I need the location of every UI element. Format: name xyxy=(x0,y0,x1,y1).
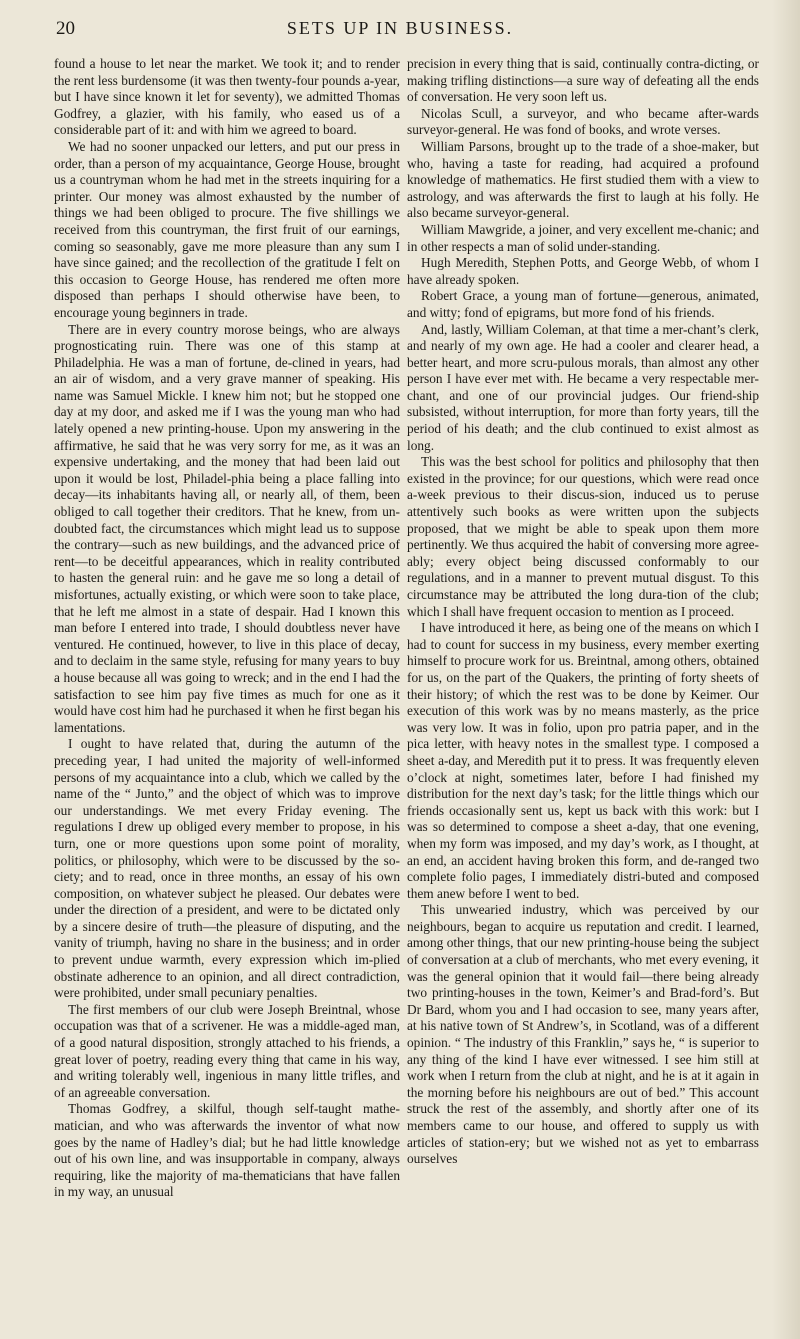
left-column xyxy=(54,56,400,1201)
paragraph: And, lastly, William Coleman, at that time a mer-chant’s clerk, and nearly of my own age. He had a cooler and clearer head, a better heart, and more scru-pulous morals, than almost any other person I have ever met with. He became a very respectable mer-chant, and one of our provincial judges. Our friend-ship subsisted, without interruption, for more than forty years, till the period of his death; and the club continued to exist almost as long. xyxy=(407,321,759,453)
page-edge-shadow xyxy=(772,0,800,1339)
paragraph: precision in every thing that is said, continually contra-dicting, or making trifling distinctions—a sure way of defeating all the ends of conversation. He very soon left us. xyxy=(407,56,759,105)
paragraph: William Parsons, brought up to the trade of a shoe-maker, but who, having a taste for reading, had acquired a profound knowledge of mathematics. He first studied them with a view to astrology, and was afterwards the first to laugh at his folly. He also became surveyor-general. xyxy=(407,138,759,221)
paragraph: I have introduced it here, as being one of the means on which I had to count for success in my business, every member exerting himself to procure work for us. Breintnal, among others, obtained for us, on the part of the Quakers, the printing of forty sheets of their history; of which the rest was to be done by Keimer. Our execution of this work was by no means masterly, as the price was very low. It was in folio, upon pro patria paper, and in the pica letter, with heavy notes in the smallest type. I composed a sheet a-day, and Meredith put it to press. It was frequently eleven o’clock at night, sometimes later, before I had finished my distribution for the next day’s task; for the little things which our friends occasionally sent us, kept us back with this work: but I was so determined to compose a sheet a-day, that one evening, when my form was imposed, and my day’s work, as I thought, at an end, an accident having broken this form, and de-ranged two complete folio pages, I immediately distri-buted and composed them anew before I went to bed. xyxy=(407,620,759,901)
paragraph: I ought to have related that, during the autumn of the preceding year, I had united the majority of well-informed persons of my acquaintance into a club, which we called by the name of the “ Junto,” and the object of which was to improve our understandings. We met every Friday evening. The regulations I drew up obliged every member to propose, in his turn, one or more questions upon some point of morality, politics, or philosophy, which were to be discussed by the so-ciety; and to read, once in three months, an essay of his own composition, on whatever subject he pleased. Our debates were under the direction of a president, and were to be dictated only by a sincere desire of truth—the pleasure of disputing, and the vanity of triumph, having no share in the business; and in order to prevent undue warmth, every expression which im-plied obstinate adherence to an opinion, and all direct contradiction, were prohibited, under small pecuniary penalties. xyxy=(54,736,400,1001)
paragraph: There are in every country morose beings, who are always prognosticating ruin. There was one of this stamp at Philadelphia. He was a man of fortune, de-clined in years, had an air of wisdom, and a very grave manner of speaking. His name was Samuel Mickle. I knew him not; but he stopped one day at my door, and asked me if I was the young man who had lately opened a new printing-house. Upon my answering in the affirmative, he said that he was very sorry for me, as it was an expensive undertaking, and the money that had been laid out upon it would be lost, Philadel-phia being a place falling into decay—its inhabitants having all, or nearly all, of them, been obliged to call together their creditors. That he knew, from un-doubted fact, the circumstances which might lead us to suppose the contrary—such as new buildings, and the advanced price of rent—to be deceitful appearances, which in reality contributed to hasten the general ruin: and he gave me so long a detail of misfortunes, actually existing, or which were soon to take place, that he left me almost in a state of despair. Had I known this man before I entered into trade, I should doubtless never have ventured. He continued, however, to live in this place of decay, and to declaim in the same style, refusing for many years to buy a house because all was going to wreck; and in the end I had the satisfaction to see him pay five times as much for one as it would have cost him had he purchased it when he first began his lamentations. xyxy=(54,321,400,735)
page-header xyxy=(14,12,786,42)
running-title: SETS UP IN BUSINESS. xyxy=(286,18,514,38)
paragraph: William Mawgride, a joiner, and very excellent me-chanic; and in other respects a man of solid under-standing. xyxy=(407,221,759,254)
paragraph: found a house to let near the market. We took it; and to render the rent less burdensome (it was then twenty-four pounds a-year, but I have since known it let for seventy), we admitted Thomas Godfrey, a glazier, with his family, who eased us of a considerable part of it: and with him we agreed to board. xyxy=(54,56,400,138)
paragraph: Hugh Meredith, Stephen Potts, and George Webb, of whom I have already spoken. xyxy=(407,255,759,287)
paragraph: We had no sooner unpacked our letters, and put our press in order, than a person of my acquaintance, George House, brought us a countryman whom he had met in the streets inquiring for a printer. Our money was almost exhausted by the number of things we had been obliged to procure. The five shillings we received from this countryman, the first fruit of our earnings, coming so seasonably, gave me more pleasure than any sum I have since gained; and the recollection of the gratitude I felt on this occasion to George House, has rendered me often more disposed than perhaps I should otherwise have been, to encourage young beginners in trade. xyxy=(54,138,400,320)
paragraph: This unwearied industry, which was perceived by our neighbours, began to acquire us reputation and credit. I learned, among other things, that our new printing-house being the subject of conversation at a club of merchants, who met every evening, it was the general opinion that it would fail—there being already two printing-houses in the town, Keimer’s and Brad-ford’s. But Dr Bard, whom you and I had occasion to see, many years after, at his native town of St Andrew’s, in Scotland, was of a different opinion. “ The industry of this Franklin,” says he, “ is superior to any thing of the kind I have ever witnessed. I see him still at work when I return from the club at night, and he is at it again in the morning before his neighbours are out of bed.” This account struck the rest of the assembly, and shortly after one of its members came to our house, and offered to supply us with articles of station-ery; but we wished not as yet to embarrass ourselves xyxy=(407,902,759,1167)
paragraph: The first members of our club were Joseph Breintnal, whose occupation was that of a scrivener. He was a middle-aged man, of a good natural disposition, strongly attached to his friends, a great lover of poetry, reading every thing that came in his way, and writing tolerably well, ingenious in many little trifles, and of an agreeable conversation. xyxy=(54,1001,400,1100)
right-column xyxy=(407,56,759,1168)
paragraph: Nicolas Scull, a surveyor, and who became after-wards surveyor-general. He was fond of books, and wrote verses. xyxy=(407,105,759,138)
paragraph: This was the best school for politics and philosophy that then existed in the province; for our questions, which were read once a-week previous to their discus-sion, induced us to peruse attentively such books as were written upon the subjects proposed, that we might be able to speak upon them more pertinently. We thus acquired the habit of conversing more agree-ably; every object being discussed conformably to our regulations, and in a manner to prevent mutual disgust. To this circumstance may be attributed the long dura-tion of the club; which I shall have frequent occasion to mention as I proceed. xyxy=(407,454,759,619)
page-number: 20 xyxy=(56,18,75,39)
paragraph: Robert Grace, a young man of fortune—generous, animated, and witty; fond of epigrams, but more fond of his friends. xyxy=(407,288,759,320)
paragraph: Thomas Godfrey, a skilful, though self-taught mathe-matician, and who was afterwards the inventor of what now goes by the name of Hadley’s dial; but he had little knowledge out of his own line, and was insupportable in company, always requiring, like the majority of ma-thematicians that have fallen in my way, an unusual xyxy=(54,1101,400,1200)
